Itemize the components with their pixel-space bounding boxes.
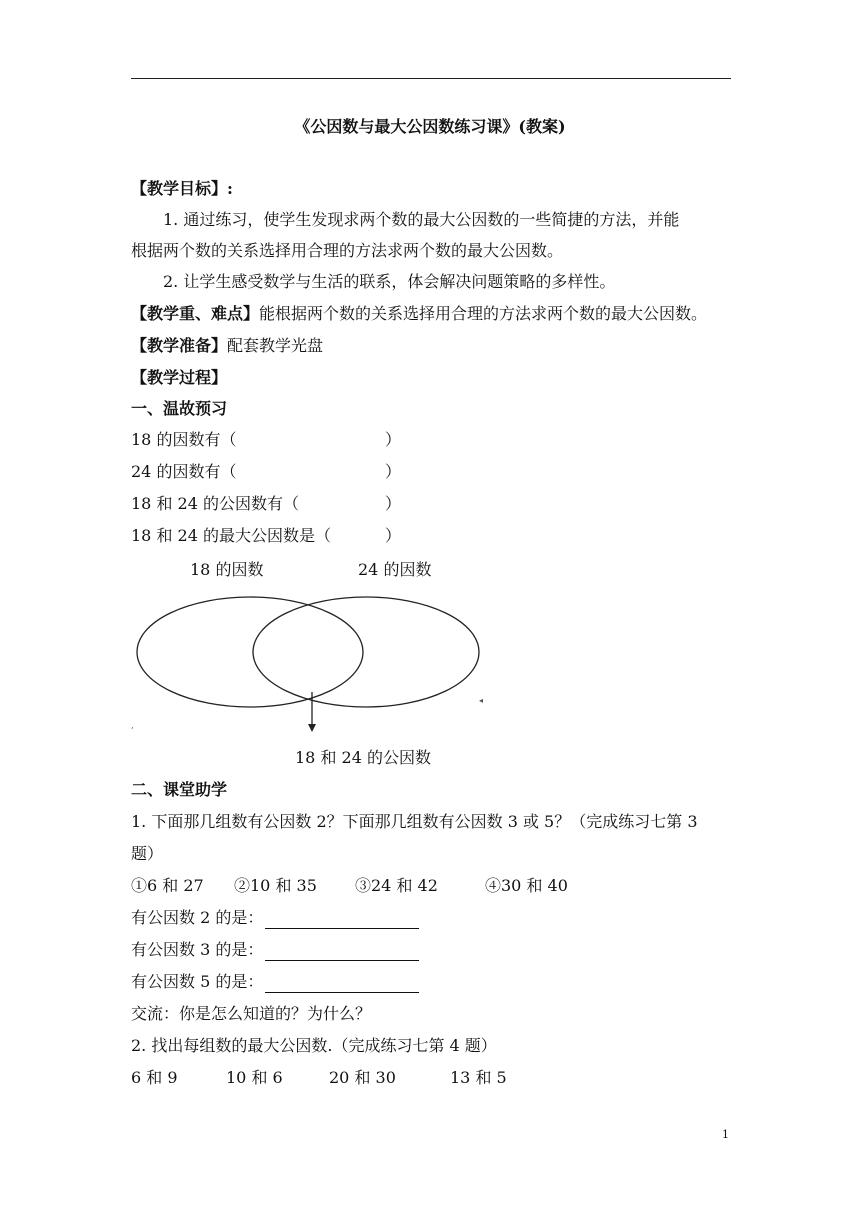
teaching-prep-label: 【教学准备】: [131, 336, 228, 355]
question-1-line-1: 1. 下面那几组数有公因数 2？下面那几组数有公因数 3 或 5？（完成练习七第 3: [131, 812, 698, 831]
option-2: ②10 和 35: [234, 876, 317, 895]
venn-diagram: [125, 586, 495, 746]
section-1-heading: 一、温故预习: [131, 399, 228, 418]
section-2-heading: 二、课堂助学: [131, 780, 228, 799]
document-title: 《公因数与最大公因数练习课》(教案): [294, 117, 566, 136]
option-3: ③24 和 42: [355, 876, 438, 895]
question-1-line-2: 题）: [131, 844, 164, 863]
group-4: 13 和 5: [450, 1068, 507, 1087]
answer-blank-3[interactable]: [265, 944, 419, 961]
page-number: 1: [722, 1128, 729, 1141]
review-item-1: [131, 429, 402, 451]
venn-label-bottom: 18 和 24 的公因数: [295, 748, 431, 767]
teaching-prep-text: 配套教学光盘: [227, 336, 324, 355]
review-item-2: [131, 461, 402, 483]
venn-label-right: 24 的因数: [358, 560, 432, 579]
option-4: ④30 和 40: [485, 876, 568, 895]
goals-heading: 【教学目标】:: [131, 179, 233, 198]
review-item-4-text: 18 和 24 的最大公因数是（: [131, 526, 331, 545]
discussion-prompt: 交流：你是怎么知道的？为什么？: [131, 1004, 372, 1023]
blank-label-5: 有公因数 5 的是：: [131, 972, 264, 991]
goal-2: 2. 让学生感受数学与生活的联系，体会解决问题策略的多样性。: [163, 272, 616, 291]
goal-1-line-1: 1. 通过练习，使学生发现求两个数的最大公因数的一些简捷的方法，并能: [163, 210, 680, 229]
header-rule: [131, 78, 731, 79]
review-item-1-close: ）: [385, 430, 402, 449]
review-item-3-close: ）: [385, 494, 402, 513]
teaching-prep: [131, 335, 323, 357]
key-difficulty-text: 能根据两个数的关系选择用合理的方法求两个数的最大公因数。: [259, 304, 708, 323]
venn-artifact-mark: ’: [131, 726, 134, 735]
group-3: 20 和 30: [329, 1068, 396, 1087]
blank-line-5: [131, 971, 419, 993]
venn-artifact-mark: ◂: [479, 696, 484, 705]
goal-1-line-2: 根据两个数的关系选择用合理的方法求两个数的最大公因数。: [131, 241, 564, 260]
process-heading: 【教学过程】: [131, 368, 228, 387]
blank-label-2: 有公因数 2 的是：: [131, 908, 264, 927]
group-1: 6 和 9: [131, 1068, 178, 1087]
option-1: ①6 和 27: [131, 876, 204, 895]
review-item-3: [131, 493, 402, 515]
key-difficulty-label: 【教学重、难点】: [131, 304, 260, 323]
review-item-2-text: 24 的因数有（: [131, 462, 237, 481]
review-item-2-close: ）: [385, 462, 402, 481]
key-difficulty: [131, 303, 707, 325]
group-2: 10 和 6: [226, 1068, 283, 1087]
venn-label-left: 18 的因数: [190, 560, 264, 579]
review-item-4: [131, 525, 402, 547]
answer-blank-5[interactable]: [265, 976, 419, 993]
question-2: 2. 找出每组数的最大公因数.（完成练习七第 4 题）: [131, 1036, 497, 1055]
blank-line-3: [131, 939, 419, 961]
venn-ellipse-left: [137, 597, 363, 707]
blank-label-3: 有公因数 3 的是：: [131, 940, 264, 959]
venn-arrow-head: [308, 724, 316, 732]
review-item-3-text: 18 和 24 的公因数有（: [131, 494, 299, 513]
blank-line-2: [131, 907, 419, 929]
review-item-4-close: ）: [385, 526, 402, 545]
review-item-1-text: 18 的因数有（: [131, 430, 237, 449]
answer-blank-2[interactable]: [265, 912, 419, 929]
venn-ellipse-right: [253, 597, 479, 707]
